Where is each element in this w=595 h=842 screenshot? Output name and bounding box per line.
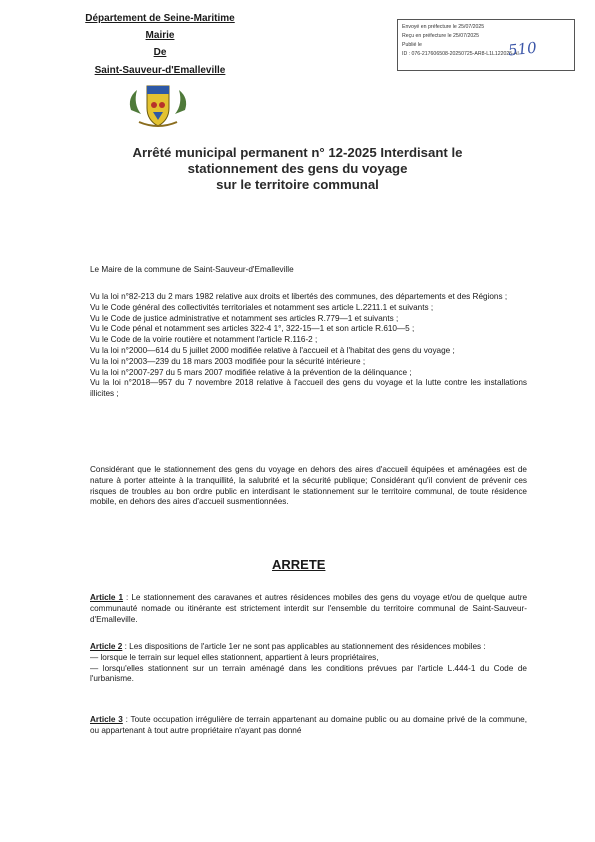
document-title-line-2: stationnement des gens du voyage (187, 161, 408, 176)
legal-reference: Vu le Code de justice administrative et notamment ses articles R.779—1 et suivants ; (90, 313, 399, 323)
document-title-line-1: Arrêté municipal permanent n° 12-2025 Interdisant le (132, 145, 463, 160)
mayor-intro: Le Maire de la commune de Saint-Sauveur-d'Emalleville (90, 265, 294, 274)
stamp-published: Publié le (402, 42, 422, 48)
article-2-label: Article 2 (90, 642, 123, 651)
legal-reference: Vu le Code général des collectivités territoriales et notamment ses article L.2211.1 et suivants ; (90, 302, 434, 312)
article-1-text: : Le stationnement des caravanes et autres résidences mobiles des gens du voyage et/ou de quelque autre communauté nomade ou itinérante est strictement interdit sur l'ensemble du territoire communal de Saint-Sauveur-d'Emalleville. (90, 593, 527, 624)
stamp-id: ID : 076-217606508-20250725-AR8-L1L122025-AI (402, 51, 519, 57)
legal-reference: Vu la loi n°2000—614 du 5 juillet 2000 modifiée relative à l'accueil et à l'habitat des gens du voyage ; (90, 345, 455, 355)
considerant-paragraph: Considérant que le stationnement des gens du voyage en dehors des aires d'accueil équipées et aménagées est de nature à porter atteinte à la tranquillité, la salubrité et la sécurité publique; Considérant qu'il convient de prévenir ces risques de troubles au bon ordre public en interdisant le stationnement sur le territoire communal, de toute résidence mobile, en dehors des aires d'accueil susmentionnées. (90, 465, 527, 507)
article-2-text: : Les dispositions de l'article 1er ne sont pas applicables au stationnement des résidences mobiles : (122, 642, 486, 651)
stamp-received-date: Reçu en préfecture le 25/07/2025 (402, 33, 480, 39)
article-3-label: Article 3 (90, 715, 123, 724)
de-label: De (153, 47, 167, 58)
legal-reference: Vu le Code pénal et notamment ses articles 322-4 1°, 322-15—1 et son article R.610—5 ; (90, 324, 415, 334)
handwritten-number: 510 (507, 38, 538, 60)
article-3-text: : Toute occupation irrégulière de terrain appartenant au domaine public ou au domaine privé de la commune, ou appartenant à tout autre propriétaire n'ayant pas donné (90, 715, 528, 735)
legal-reference: Vu le Code de la voirie routière et notamment l'article R.116-2 ; (90, 335, 318, 345)
stamp-sent-date: Envoyé en préfecture le 25/07/2025 (402, 24, 485, 30)
legal-reference: Vu la loi n°2018—957 du 7 novembre 2018 relative à l'accueil des gens du voyage et la lutte contre les installations illicites ; (90, 378, 527, 399)
article-2-item: — lorsqu'elles stationnent sur un terrain aménagé dans les conditions prévues par l'article L.444-1 du Code de l'urbanisme. (90, 663, 527, 684)
legal-reference: Vu la loi n°2007-297 du 5 mars 2007 modifiée relative à la prévention de la délinquance ; (90, 367, 412, 377)
article-1-label: Article 1 (90, 593, 124, 602)
article-2-item: — lorsque le terrain sur lequel elles stationnent, appartient à leurs propriétaires, (90, 652, 379, 662)
article-3 (90, 715, 527, 737)
document-title-line-3: sur le territoire communal (216, 177, 379, 192)
legal-references (90, 292, 527, 400)
prefecture-stamp (397, 19, 575, 71)
arrete-heading: ARRETE (272, 557, 326, 572)
legal-reference: Vu la loi n°82-213 du 2 mars 1982 relative aux droits et libertés des communes, des départements et des Régions ; (90, 292, 508, 301)
department-name: Département de Seine-Maritime (85, 13, 235, 24)
mairie-label: Mairie (145, 30, 175, 41)
legal-reference: Vu la loi n°2003—239 du 18 mars 2003 modifiée pour la sécurité intérieure ; (90, 356, 366, 366)
coat-of-arms-icon (125, 80, 191, 130)
article-2 (90, 642, 527, 685)
article-1 (90, 593, 527, 625)
commune-name: Saint-Sauveur-d'Emalleville (94, 65, 226, 76)
